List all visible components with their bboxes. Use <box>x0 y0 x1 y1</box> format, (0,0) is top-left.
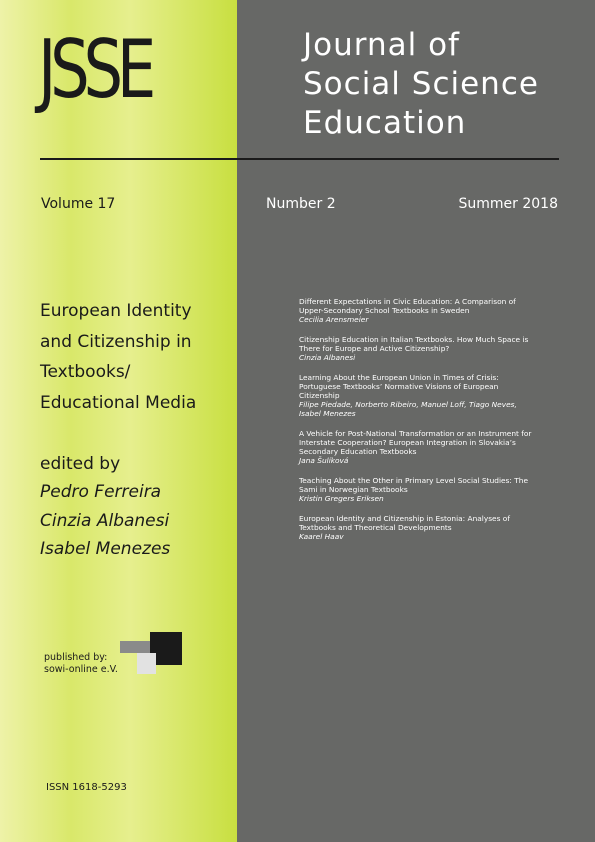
journal-title-line: Journal of <box>303 27 460 63</box>
publisher-label <box>44 652 118 676</box>
issue-title-line: and Citizenship in <box>40 331 192 352</box>
toc-item <box>299 297 539 324</box>
issue-title-line: Textbooks/ <box>40 362 131 382</box>
toc-article-authors: Cecilia Arensmeier <box>299 315 369 324</box>
toc-item <box>299 514 539 541</box>
volume-label: Volume 17 <box>41 196 116 212</box>
toc-article-authors: Kristin Gregers Eriksen <box>299 494 384 503</box>
editor-name: Isabel Menezes <box>40 539 171 559</box>
season-label: Summer 2018 <box>458 196 558 212</box>
journal-title-line: Social Science <box>303 66 539 102</box>
editor-name: Cinzia Albanesi <box>40 510 170 531</box>
table-of-contents <box>299 297 539 552</box>
issue-title-line: European Identity <box>40 301 192 321</box>
issue-title <box>40 296 230 418</box>
edited-by-label: edited by <box>40 454 121 474</box>
toc-article-title: Citizenship Education in Italian Textbooks. How Much Space is There for Europe and Active Citizenship? <box>299 335 529 353</box>
toc-article-authors: Jana Šulíková <box>299 456 349 465</box>
issn-label: ISSN 1618-5293 <box>46 782 127 793</box>
toc-article-title: Teaching About the Other in Primary Level Social Studies: The Sami in Norwegian Textbooks <box>299 476 528 494</box>
toc-item <box>299 335 539 362</box>
toc-article-title: European Identity and Citizenship in Estonia: Analyses of Textbooks and Theoretical Developments <box>299 514 510 532</box>
toc-article-title: Different Expectations in Civic Education: A Comparison of Upper-Secondary School Textbooks in Sweden <box>299 297 516 315</box>
publisher-label-line: published by: <box>44 652 108 663</box>
toc-item <box>299 429 539 465</box>
toc-article-authors: Filipe Piedade, Norberto Ribeiro, Manuel Loff, Tiago Neves, Isabel Menezes <box>299 400 517 418</box>
journal-title <box>303 26 583 143</box>
jsse-logo: JSSE <box>38 23 151 116</box>
toc-article-title: Learning About the European Union in Times of Crisis: Portuguese Textbooks’ Normative Visions of European Citizenship <box>299 373 499 400</box>
sowi-online-logo-icon <box>120 632 182 674</box>
toc-article-authors: Cinzia Albanesi <box>299 353 356 362</box>
editors-list <box>40 478 170 564</box>
header-divider <box>40 158 559 160</box>
toc-item <box>299 373 539 418</box>
publisher-label-line: sowi-online e.V. <box>44 664 118 675</box>
toc-article-title: A Vehicle for Post-National Transformation or an Instrument for Interstate Cooperation? European Integration in Slovakia’s Secondary Education Textbooks <box>299 429 532 456</box>
cover-left-panel <box>0 0 237 842</box>
toc-article-authors: Kaarel Haav <box>299 532 344 541</box>
number-label: Number 2 <box>266 196 336 212</box>
journal-title-line: Education <box>303 105 467 141</box>
toc-item <box>299 476 539 503</box>
issue-title-line: Educational Media <box>40 392 197 413</box>
editor-name: Pedro Ferreira <box>40 482 162 502</box>
